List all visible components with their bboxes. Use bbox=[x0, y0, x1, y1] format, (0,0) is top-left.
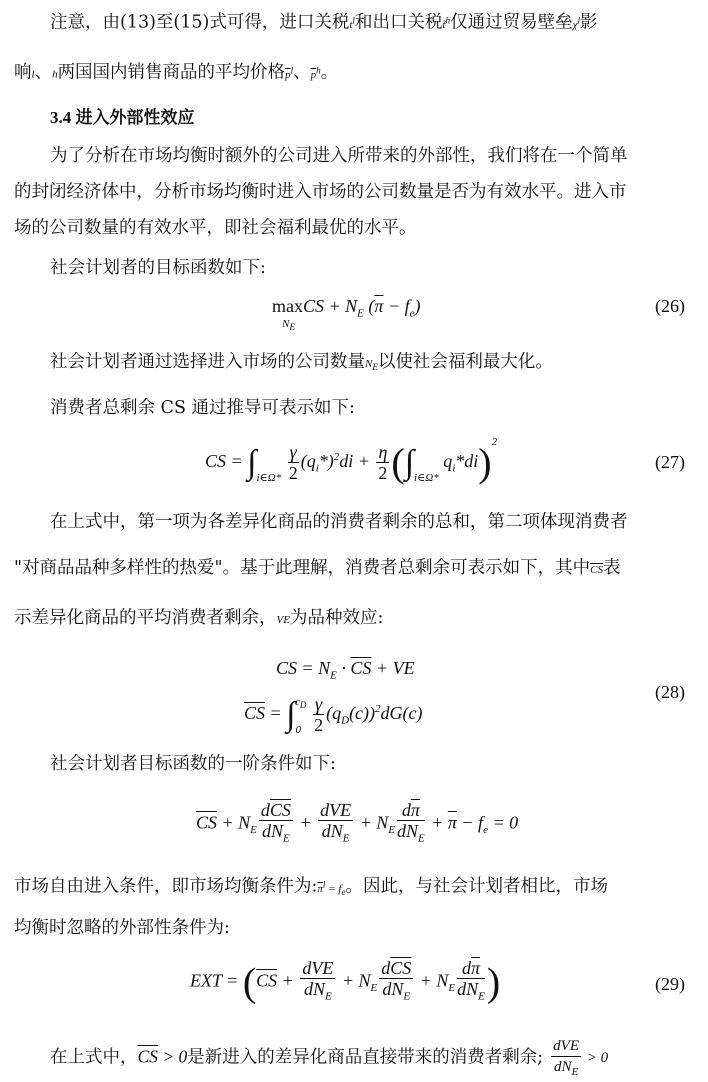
paragraph-7: 社会计划者目标函数的一阶条件如下: bbox=[50, 754, 336, 774]
paragraph-5: 消费者总剩余 CS 通过推导可表示如下: bbox=[50, 398, 355, 418]
paragraph-2-line-3: 场的公司数量的有效水平，即社会福利最优的水平。 bbox=[14, 218, 417, 238]
section-heading: 3.4 进入外部性效应 bbox=[50, 108, 195, 127]
paragraph-8-line-1: 市场自由进入条件，即市场均衡条件为$:\overline{\pi}^l = f_e$。因此，与社会计划者相比，市场 bbox=[14, 876, 609, 897]
paragraph-8-line-2: 均衡时忽略的外部性条件为: bbox=[14, 918, 230, 938]
paragraph-2-line-1: 为了分析在市场均衡时额外的公司进入所带来的外部性，我们将在一个简单 bbox=[50, 146, 628, 166]
paragraph-9: 在上式中，$\overline{CS} > 0$是新进入的差异化商品直接带来的消费者剩余; $\frac{\text{dVE}}{dN_E}$ > 0 bbox=[50, 1038, 609, 1078]
paragraph-6-line-2: "对商品品种多样性的热爱"。基于此理解，消费者总剩余可表示如下，其中$\overline{CS}$表 bbox=[14, 558, 621, 578]
paragraph-6-line-1: 在上式中，第一项为各差异化商品的消费者剩余的总和，第二项体现消费者 bbox=[50, 512, 628, 532]
equation-27: CS = $\int_{i\in\Omega*}$ $\frac{\gamma}{2}$ $(q_i*)^2di$ + $\frac{\eta}{2}$ ($\int_{i\in\Omega*}$ $q_i*di)^2$ bbox=[205, 436, 498, 485]
paragraph-6-line-3: 示差异化商品的平均消费者剩余，VE为品种效应: bbox=[14, 608, 384, 628]
equation-28-line-1: CS = $N_E \cdot \overline{CS}$ + VE bbox=[276, 658, 415, 682]
equation-28-line-2: $\overline{CS} = \int_0^{c_D}$ $\frac{\gamma}{2}$ $(q_D(c))^2dG(c)$ bbox=[244, 694, 423, 736]
equation-26: maxCS + $N_E$ $(\overline{\pi} - f_e)$ bbox=[272, 296, 421, 320]
equation-26-number: (26) bbox=[655, 296, 685, 316]
paragraph-4: 社会计划者通过选择进入市场的公司数量$N_E$以使社会福利最大化。 bbox=[50, 352, 553, 373]
equation-26-subscript: $N_E$ bbox=[282, 318, 295, 333]
equation-27-number: (27) bbox=[655, 452, 685, 472]
paragraph-3: 社会计划者的目标函数如下: bbox=[50, 258, 266, 278]
paragraph-1-line-2: 响l、h两国国内销售商品的平均价格$\overline{p}^l$、$\overline{p}^h$。 bbox=[14, 62, 339, 83]
paragraph-2-line-2: 的封闭经济体中，分析市场均衡时进入市场的公司数量是否为有效水平。进入市 bbox=[14, 182, 627, 202]
equation-29-number: (29) bbox=[655, 974, 685, 994]
equation-28-number: (28) bbox=[655, 682, 685, 702]
equation-29: EXT = ($\overline{CS}$ + $\frac{\text{dVE}}{dN_E}$ + $N_E$ $\frac{d\overline{CS}}{dN_E}$ + $N_E$ $\frac{d\overline{\pi}}{dN_E}$ ) bbox=[190, 958, 501, 1005]
paragraph-1-line-1: 注意，由(13)至(15)式可得，进口关税$t^l$和出口关税t̃$^h$仅通过贸易壁垒$\chi^l$影 bbox=[50, 12, 598, 33]
first-order-condition-equation: $\overline{CS} + N_E$ $\frac{d\overline{CS}}{dN_E}$ + $\frac{\text{dVE}}{dN_E}$ + $N_E$ $\frac{d\overline{\pi}}{dN_E}$ + $\overline{\pi} - f_e = 0$ bbox=[196, 800, 519, 845]
